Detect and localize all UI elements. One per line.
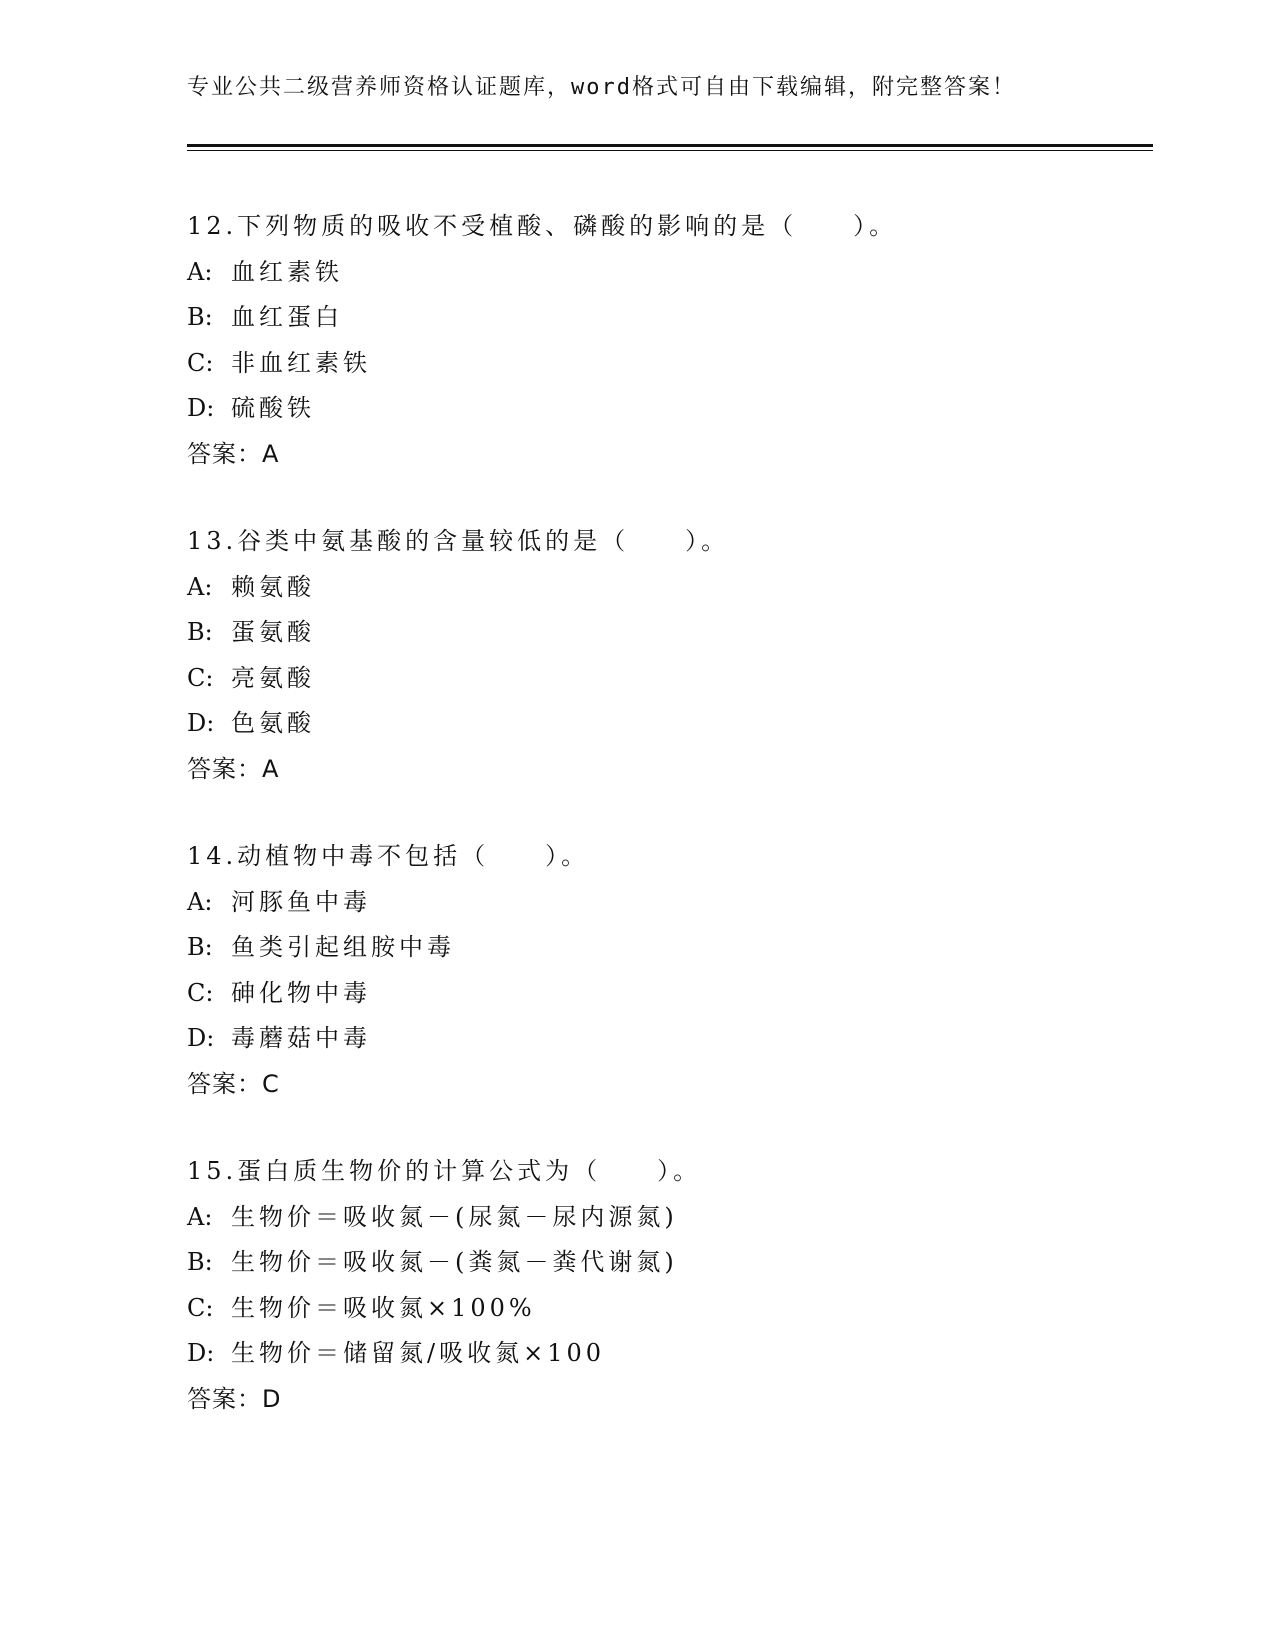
option-c	[187, 971, 1147, 1017]
option-d	[187, 701, 1147, 747]
question-stem: 13.谷类中氨基酸的含量较低的是（ ）。	[187, 527, 730, 555]
option-d	[187, 1331, 1147, 1377]
page-header-title: 专业公共二级营养师资格认证题库，word格式可自由下载编辑，附完整答案！	[187, 75, 1016, 100]
option-text: 亮氨酸	[231, 663, 315, 692]
option-letter: A:	[187, 1202, 213, 1231]
option-text: 生物价＝储留氮/吸收氮×100	[231, 1339, 606, 1367]
option-text: 色氨酸	[231, 709, 315, 737]
option-c	[187, 1286, 1147, 1332]
option-letter: D:	[187, 394, 215, 422]
option-text: 硫酸铁	[231, 394, 315, 422]
option-letter: D:	[187, 709, 215, 737]
question-list	[187, 204, 1147, 1464]
option-text: 砷化物中毒	[231, 978, 371, 1007]
answer-line: 答案：D	[187, 1384, 282, 1413]
option-a	[187, 1195, 1147, 1241]
option-d	[187, 386, 1147, 432]
option-text: 河豚鱼中毒	[231, 887, 371, 916]
header-divider-thin	[187, 150, 1153, 151]
option-c	[187, 341, 1147, 387]
option-letter: A:	[187, 257, 213, 286]
option-letter: B:	[187, 303, 213, 331]
header-divider-thick	[187, 144, 1153, 147]
question-stem: 12.下列物质的吸收不受植酸、磷酸的影响的是（ ）。	[187, 212, 898, 240]
option-a	[187, 250, 1147, 296]
option-letter: B:	[187, 1248, 213, 1276]
option-letter: D:	[187, 1024, 215, 1052]
option-letter: C:	[187, 663, 214, 692]
option-text: 生物价＝吸收氮×100%	[231, 1293, 536, 1322]
question-14	[187, 834, 1147, 1107]
option-letter: D:	[187, 1339, 215, 1367]
option-letter: C:	[187, 348, 214, 377]
option-b	[187, 295, 1147, 341]
answer-line: 答案：A	[187, 439, 280, 468]
option-letter: A:	[187, 887, 213, 916]
option-b	[187, 610, 1147, 656]
option-text: 血红蛋白	[231, 303, 343, 331]
option-text: 生物价＝吸收氮－(粪氮－粪代谢氮)	[231, 1248, 678, 1276]
question-stem: 15.蛋白质生物价的计算公式为（ ）。	[187, 1157, 702, 1185]
question-15	[187, 1149, 1147, 1422]
option-text: 赖氨酸	[231, 572, 315, 601]
question-13	[187, 519, 1147, 792]
option-text: 生物价＝吸收氮－(尿氮－尿内源氮)	[231, 1202, 678, 1231]
answer-line: 答案：A	[187, 754, 280, 783]
answer-line: 答案：C	[187, 1069, 280, 1098]
option-a	[187, 565, 1147, 611]
option-text: 鱼类引起组胺中毒	[231, 933, 455, 961]
option-letter: A:	[187, 572, 213, 601]
option-letter: B:	[187, 618, 213, 646]
option-letter: C:	[187, 1293, 214, 1322]
option-letter: B:	[187, 933, 213, 961]
option-b	[187, 1240, 1147, 1286]
option-text: 血红素铁	[231, 257, 343, 286]
option-a	[187, 880, 1147, 926]
option-c	[187, 656, 1147, 702]
option-letter: C:	[187, 978, 214, 1007]
option-text: 毒蘑菇中毒	[231, 1024, 371, 1052]
question-stem: 14.动植物中毒不包括（ ）。	[187, 842, 590, 870]
question-12	[187, 204, 1147, 477]
option-text: 非血红素铁	[231, 348, 371, 377]
option-text: 蛋氨酸	[231, 618, 315, 646]
option-b	[187, 925, 1147, 971]
option-d	[187, 1016, 1147, 1062]
